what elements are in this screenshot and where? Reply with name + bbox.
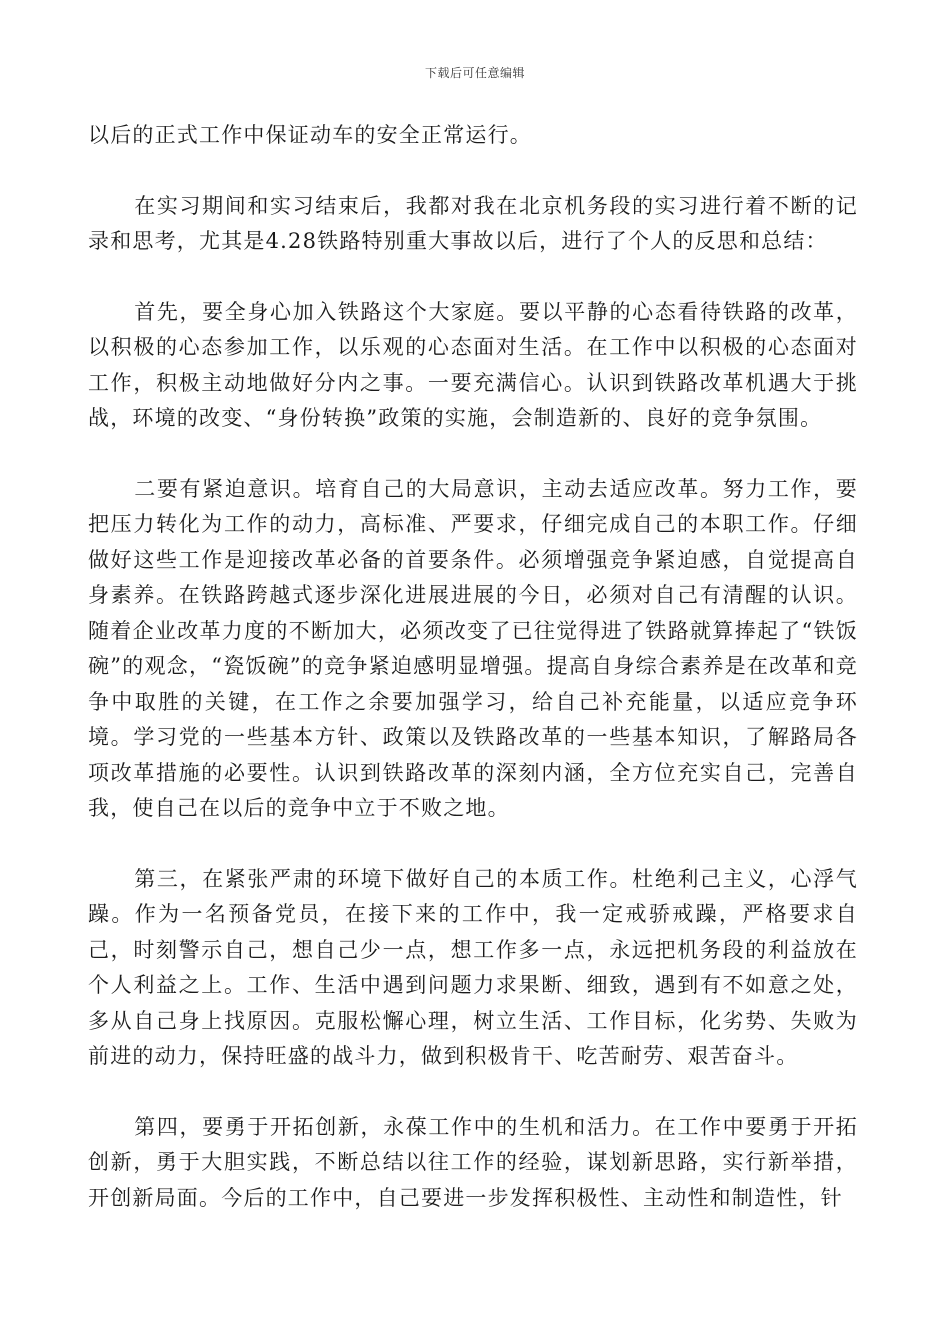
paragraph-intro: 在实习期间和实习结束后，我都对我在北京机务段的实习进行着不断的记录和思考，尤其是4.28铁路特别重大事故以后，进行了个人的反思和总结： [88,193,858,253]
document-body [88,118,858,1251]
paragraph-third-point: 第三，在紧张严肃的环境下做好自己的本质工作。杜绝利己主义，心浮气躁。作为一名预备党员，在接下来的工作中，我一定戒骄戒躁，严格要求自己，时刻警示自己，想自己少一点，想工作多一点，永远把机务段的利益放在个人利益之上。工作、生活中遇到问题力求果断、细致，遇到有不如意之处，多从自己身上找原因。克服松懈心理，树立生活、工作目标，化劣势、失败为前进的动力，保持旺盛的战斗力，做到积极肯干、吃苦耐劳、艰苦奋斗。 [88,866,858,1068]
paragraph-continuation: 以后的正式工作中保证动车的安全正常运行。 [88,123,532,147]
paragraph-fourth-point: 第四，要勇于开拓创新，永葆工作中的生机和活力。在工作中要勇于开拓创新，勇于大胆实践，不断总结以往工作的经验，谋划新思路，实行新举措，开创新局面。今后的工作中，自己要进一步发挥积极性、主动性和制造性，针 [88,1114,858,1210]
page-header: 下载后可任意编辑 [424,66,525,80]
paragraph-second-point: 二要有紧迫意识。培育自己的大局意识，主动去适应改革。努力工作，要把压力转化为工作的动力，高标准、严要求，仔细完成自己的本职工作。仔细做好这些工作是迎接改革必备的首要条件。必须增强竞争紧迫感，自觉提高自身素养。在铁路跨越式逐步深化进展进展的今日，必须对自己有清醒的认识。随着企业改革力度的不断加大，必须改变了已往觉得进了铁路就算捧起了“铁饭碗”的观念，“瓷饭碗”的竞争紧迫感明显增强。提高自身综合素养是在改革和竞争中取胜的关键，在工作之余要加强学习，给自己补充能量，以适应竞争环境。学习党的一些基本方针、政策以及铁路改革的一些基本知识，了解路局各项改革措施的必要性。认识到铁路改革的深刻内涵，全方位充实自己，完善自我，使自己在以后的竞争中立于不败之地。 [88,476,858,820]
paragraph-first-point: 首先，要全身心加入铁路这个大家庭。要以平静的心态看待铁路的改革，以积极的心态参加工作，以乐观的心态面对生活。在工作中以积极的心态面对工作，积极主动地做好分内之事。一要充满信心。认识到铁路改革机遇大于挑战，环境的改变、“身份转换”政策的实施，会制造新的、良好的竞争氛围。 [88,299,858,430]
